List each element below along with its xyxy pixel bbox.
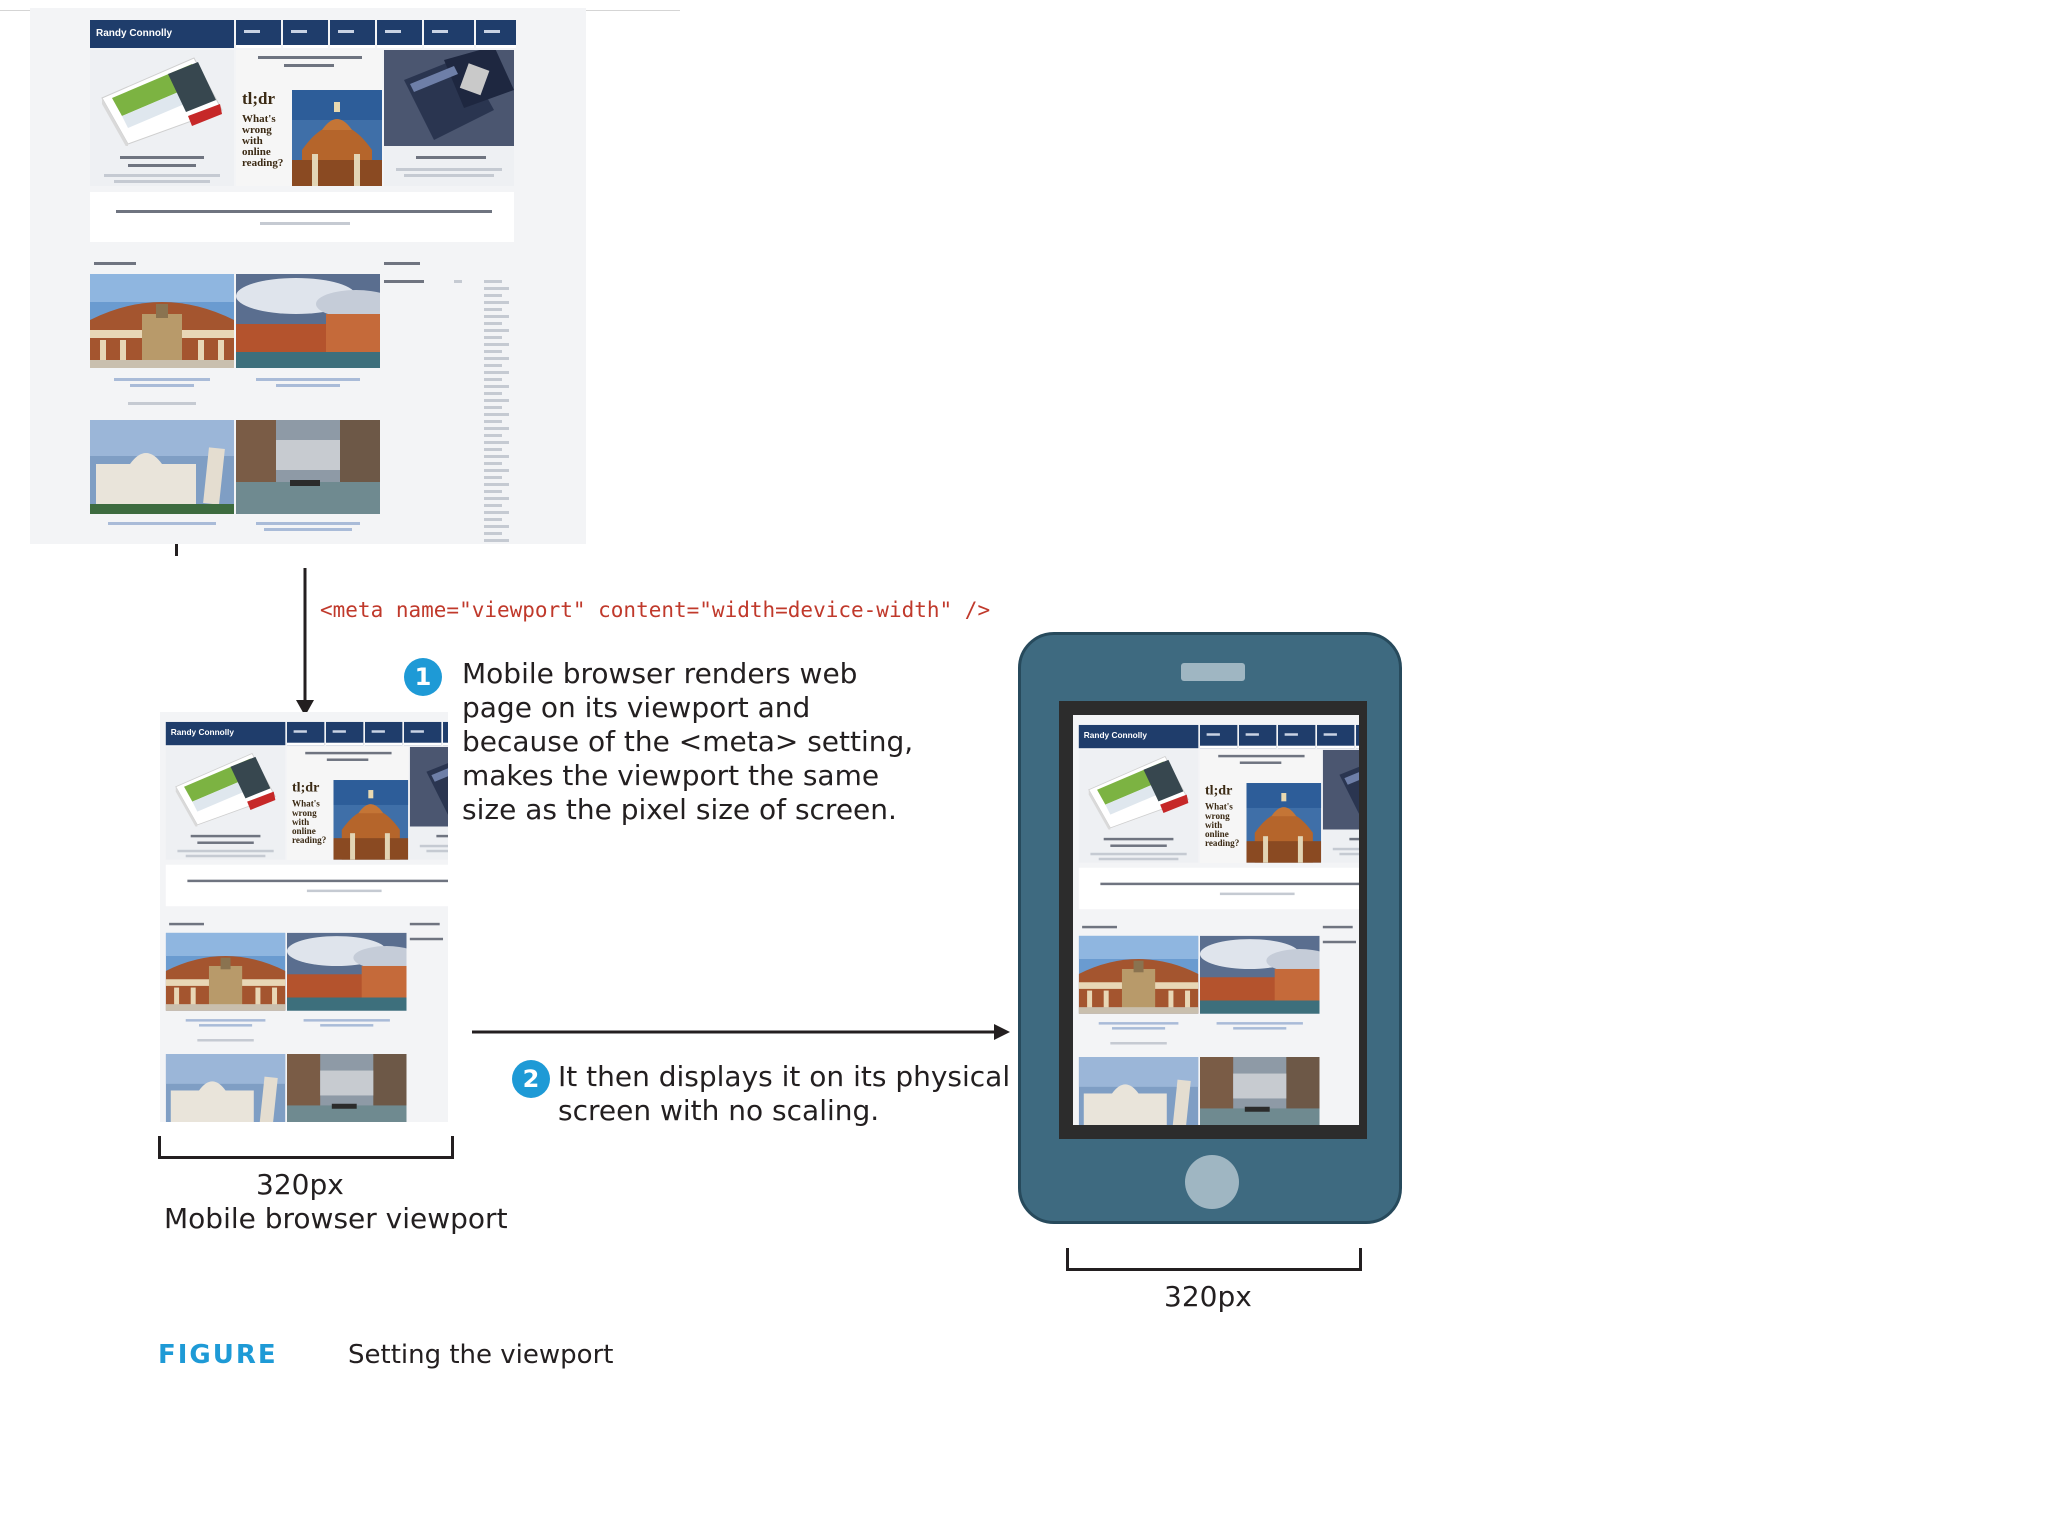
site-article-card: tl;dr What's wrong with online reading? [287,747,408,860]
site-nav-tab[interactable] [287,722,324,745]
royal-albert-hall-image [1079,936,1199,1014]
step-2-text: It then displays it on its physical screen with no scaling. [558,1060,1011,1127]
site-book-card [90,50,234,186]
riverside-town-image [287,933,407,1011]
site-nav-tab[interactable] [1200,725,1237,748]
royal-albert-hall-image [90,274,234,368]
down-arrow [290,568,320,718]
site-nav-tab[interactable] [1278,725,1315,748]
site-section-heading [94,262,136,265]
viewport-width-label: 320px [256,1168,344,1201]
viewport-caption: Mobile browser viewport [164,1202,508,1235]
pisa-cathedral-image [1079,1057,1199,1125]
site-book-card [1079,750,1199,863]
site-brand: Randy Connolly [1079,725,1199,748]
site-nav-tab[interactable] [236,20,281,48]
site-side-heading [384,262,420,265]
site-side-heading [410,923,440,925]
site-side-heading [1323,926,1353,928]
cathedral-dome-image [292,90,382,186]
figure-label: FIGURE [158,1340,278,1370]
tablet-screen [1059,701,1367,1139]
site-nav-tab[interactable] [424,20,474,48]
site-nav-tab[interactable] [443,722,448,745]
step-1-badge: 1 [404,658,442,696]
device-width-bracket [1066,1248,1362,1271]
site-brand: Randy Connolly [166,722,286,745]
site-author-band [1079,868,1359,910]
cathedral-dome-image [333,780,408,860]
tablet-screen-website [1073,715,1359,1125]
book-cover-image [1085,753,1191,829]
mobile-viewport-render [160,712,448,1122]
viewport-width-bracket [158,1136,454,1159]
site-nav-tab[interactable] [404,722,441,745]
dark-book-image [384,50,514,146]
tablet-device [1018,632,1402,1224]
site-article-card: tl;dr What's wrong with online reading? [236,50,382,186]
tablet-home-button [1185,1155,1239,1209]
venice-canal-image [236,420,380,514]
site-sidebar [1323,939,1359,1125]
site-nav-tab[interactable] [377,20,422,48]
venice-canal-image [287,1054,407,1122]
cathedral-dome-image [1246,783,1321,863]
royal-albert-hall-image [166,933,286,1011]
site-nav-tab[interactable] [1356,725,1359,748]
pisa-cathedral-image [166,1054,286,1122]
riverside-town-image [236,274,380,368]
venice-canal-image [1200,1057,1320,1125]
step-1-text: Mobile browser renders web page on its viewport and because of the <meta> setting, makes the viewport the same size as the pixel size of screen. [462,657,914,826]
dark-book-image [1323,750,1359,830]
site-sidebar [410,936,448,1122]
site-aspnet-card [384,50,514,186]
site-section-heading [1082,926,1117,928]
site-aspnet-card [1323,750,1359,863]
right-arrow [472,1022,1012,1042]
book-cover-image [98,54,226,146]
step-2-badge: 2 [512,1060,550,1098]
pisa-cathedral-image [90,420,234,514]
desktop-tick [175,544,178,556]
site-nav-tab[interactable] [283,20,328,48]
site-article-card: tl;dr What's wrong with online reading? [1200,750,1321,863]
site-nav-tab[interactable] [326,722,363,745]
site-brand: Randy Connolly [90,20,234,48]
site-sidebar [384,278,514,544]
dark-book-image [410,747,448,827]
site-book-card [166,747,286,860]
book-cover-image [172,750,278,826]
site-nav-tab[interactable] [1239,725,1276,748]
site-nav-tab[interactable] [476,20,516,48]
site-nav-tab[interactable] [365,722,402,745]
site-aspnet-card [410,747,448,860]
desktop-website-screenshot [30,8,586,544]
site-nav-tab[interactable] [330,20,375,48]
meta-viewport-code: <meta name="viewport" content="width=device-width" /> [320,598,991,622]
site-author-band [90,192,514,242]
tablet-speaker [1181,663,1245,681]
site-section-heading [169,923,204,925]
riverside-town-image [1200,936,1320,1014]
site-author-band [166,865,448,907]
device-width-label: 320px [1164,1280,1252,1313]
site-nav-tab[interactable] [1317,725,1354,748]
figure-caption: Setting the viewport [348,1340,614,1370]
